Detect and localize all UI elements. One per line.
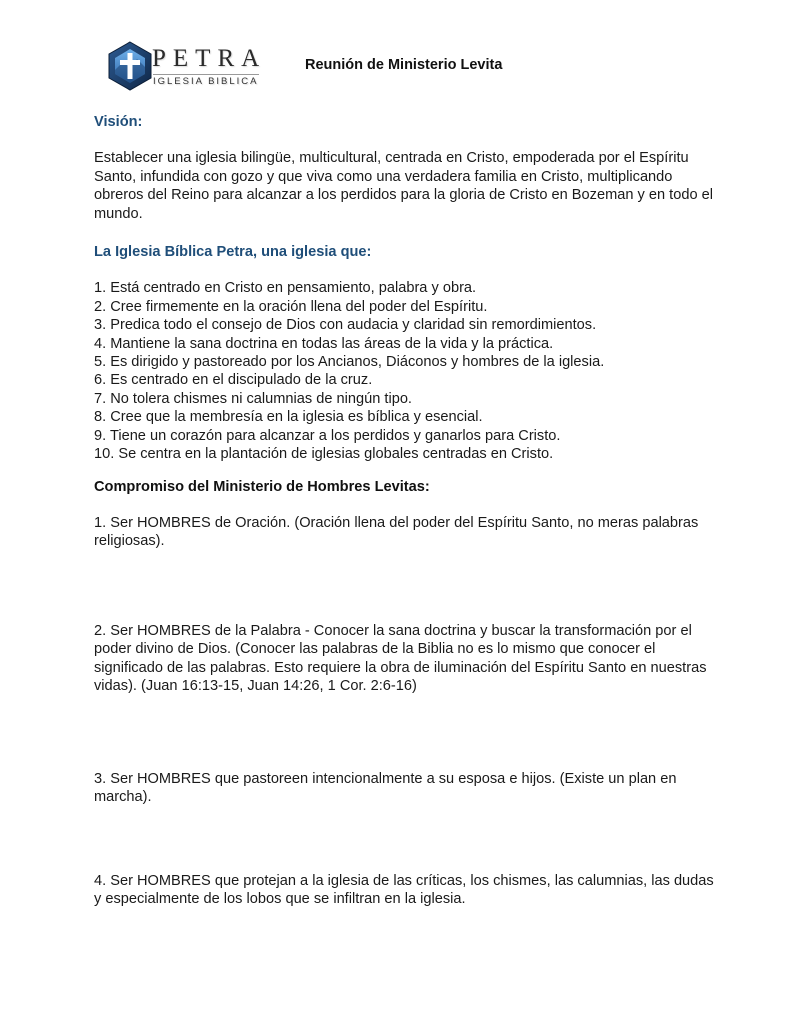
identity-heading: La Iglesia Bíblica Petra, una iglesia que: bbox=[94, 244, 372, 261]
document-body bbox=[94, 113, 714, 909]
document-title: Reunión de Ministerio Levita bbox=[305, 57, 503, 73]
logo-wordmark: PETRA bbox=[152, 45, 267, 72]
vision-text: Establecer una iglesia bilingüe, multicultural, centrada en Cristo, empoderada por el Espíritu Santo, infundida con gozo y que viva como una verdadera familia en Cristo, multiplicando obreros del Reino para alcanzar a los perdidos para la gloria de Cristo en Bozeman y en todo el mundo. bbox=[94, 150, 713, 222]
logo-subtitle: IGLESIA BIBLICA bbox=[153, 76, 259, 87]
list-item: 7. No tolera chismes ni calumnias de ningún tipo. bbox=[94, 390, 412, 407]
commitment-list bbox=[94, 514, 714, 909]
list-item: 4. Mantiene la sana doctrina en todas las áreas de la vida y la práctica. bbox=[94, 335, 554, 352]
page-header bbox=[0, 0, 800, 100]
list-item: 8. Cree que la membresía en la iglesia es bíblica y esencial. bbox=[94, 409, 483, 426]
list-item: 1. Está centrado en Cristo en pensamiento, palabra y obra. bbox=[94, 280, 477, 297]
list-item: 2. Cree firmemente en la oración llena del poder del Espíritu. bbox=[94, 298, 488, 315]
list-item: 6. Es centrado en el discipulado de la cruz. bbox=[94, 372, 373, 389]
list-item: 5. Es dirigido y pastoreado por los Ancianos, Diáconos y hombres de la iglesia. bbox=[94, 354, 605, 371]
identity-list bbox=[94, 279, 714, 463]
list-item: 3. Predica todo el consejo de Dios con audacia y claridad sin remordimientos. bbox=[94, 317, 597, 334]
list-item: 10. Se centra en la plantación de iglesias globales centradas en Cristo. bbox=[94, 446, 554, 463]
list-item: 9. Tiene un corazón para alcanzar a los perdidos y ganarlos para Cristo. bbox=[94, 427, 561, 444]
commitment-item: 2. Ser HOMBRES de la Palabra - Conocer la sana doctrina y buscar la transformación por el poder divino de Dios. (Conocer las palabras de la Biblia no es lo mismo que conocer el significado de las palabras. Esto requiere la obra de iluminación del Espíritu Santo en nuestras vidas). (Juan 16:13-15, Juan 14:26, 1 Cor. 2:6-16) bbox=[94, 622, 707, 695]
commitment-item: 1. Ser HOMBRES de Oración. (Oración llena del poder del Espíritu Santo, no meras palabras religiosas). bbox=[94, 514, 699, 550]
petra-logo bbox=[106, 40, 267, 92]
commitment-item: 4. Ser HOMBRES que protejan a la iglesia de las críticas, los chismes, las calumnias, las dudas y especialmente de los lobos que se infiltran en la iglesia. bbox=[94, 872, 714, 908]
commitment-heading: Compromiso del Ministerio de Hombres Levitas: bbox=[94, 478, 430, 495]
petra-logo-icon bbox=[106, 40, 154, 92]
vision-heading: Visión: bbox=[94, 114, 143, 130]
commitment-item: 3. Ser HOMBRES que pastoreen intencionalmente a su esposa e hijos. (Existe un plan en marcha). bbox=[94, 770, 677, 806]
